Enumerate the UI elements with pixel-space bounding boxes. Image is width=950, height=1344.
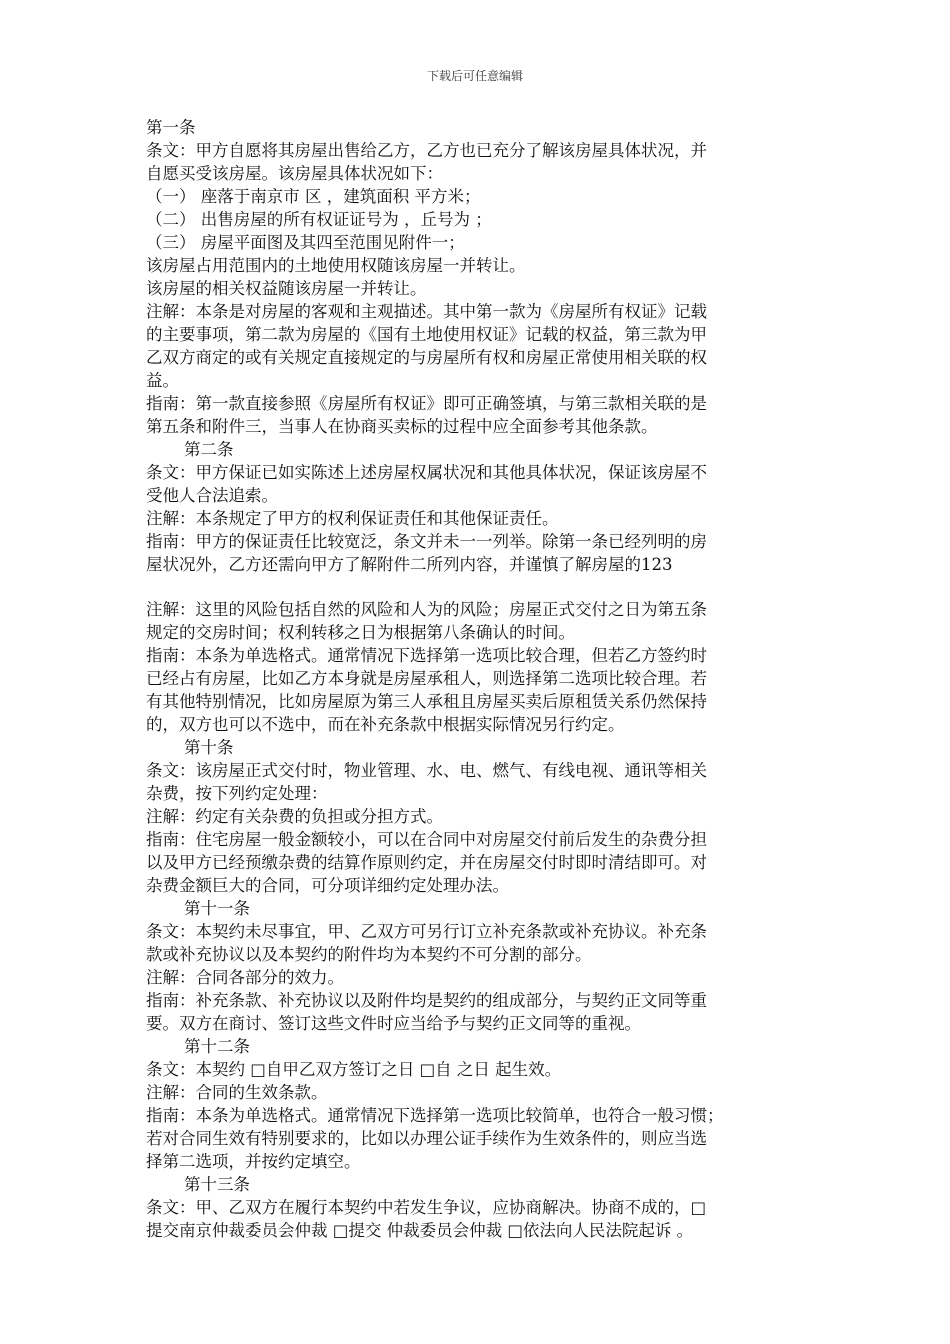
article-heading: 第十三条 bbox=[184, 1175, 250, 1194]
text-line: （三） 房屋平面图及其四至范围见附件一； bbox=[146, 233, 465, 252]
text-line: 指南：第一款直接参照《房屋所有权证》即可正确签填，与第三款相关联的是 bbox=[146, 394, 707, 413]
text-line: 杂费金额巨大的合同，可分项详细约定处理办法。 bbox=[146, 876, 509, 895]
text-line: 注解：本条是对房屋的客观和主观描述。其中第一款为《房屋所有权证》记载 bbox=[146, 302, 707, 321]
text-line: 该房屋占用范围内的土地使用权随该房屋一并转让。 bbox=[146, 256, 526, 275]
text-line: 以及甲方已经预缴杂费的结算作原则约定，并在房屋交付时即时清结即可。对 bbox=[146, 853, 707, 872]
article-heading: 第二条 bbox=[184, 440, 234, 459]
text-line: 条文：甲方保证已如实陈述上述房屋权属状况和其他具体状况，保证该房屋不 bbox=[146, 463, 707, 482]
text-line: 杂费，按下列约定处理： bbox=[146, 784, 328, 803]
text-line: 条文：该房屋正式交付时，物业管理、水、电、燃气、有线电视、通讯等相关 bbox=[146, 761, 707, 780]
text-line: 的，双方也可以不选中，而在补充条款中根据实际情况另行约定。 bbox=[146, 715, 625, 734]
text-line: 规定的交房时间；权利转移之日为根据第八条确认的时间。 bbox=[146, 623, 575, 642]
text-line: 指南：补充条款、补充协议以及附件均是契约的组成部分，与契约正文同等重 bbox=[146, 991, 707, 1010]
text-line: 注解：合同的生效条款。 bbox=[146, 1083, 328, 1102]
text-line: 该房屋的相关权益随该房屋一并转让。 bbox=[146, 279, 427, 298]
text-line: 款或补充协议以及本契约的附件均为本契约不可分割的部分。 bbox=[146, 945, 592, 964]
text-line: 条文：本契约 □自甲乙双方签订之日 □自 之日 起生效。 bbox=[146, 1060, 562, 1079]
text-line: 提交南京仲裁委员会仲裁 □提交 仲裁委员会仲裁 □依法向人民法院起诉 。 bbox=[146, 1221, 694, 1240]
text-line: 若对合同生效有特别要求的，比如以办理公证手续作为生效条件的，则应当选 bbox=[146, 1129, 707, 1148]
text-line: 已经占有房屋，比如乙方本身就是房屋承租人，则选择第二选项比较合理。若 bbox=[146, 669, 707, 688]
page-header: 下载后可任意编辑 bbox=[426, 69, 523, 83]
text-line: 指南：本条为单选格式。通常情况下选择第一选项比较简单，也符合一般习惯； bbox=[146, 1106, 724, 1125]
article-heading: 第十条 bbox=[184, 738, 234, 757]
text-line: 指南：住宅房屋一般金额较小，可以在合同中对房屋交付前后发生的杂费分担 bbox=[146, 830, 707, 849]
text-line: 要。双方在商讨、签订这些文件时应当给予与契约正文同等的重视。 bbox=[146, 1014, 641, 1033]
text-line: 屋状况外，乙方还需向甲方了解附件二所列内容，并谨慎了解房屋的123 bbox=[146, 555, 673, 574]
text-line: 受他人合法追索。 bbox=[146, 486, 278, 505]
text-line: 注解：这里的风险包括自然的风险和人为的风险；房屋正式交付之日为第五条 bbox=[146, 600, 707, 619]
text-line: 有其他特别情况，比如房屋原为第三人承租且房屋买卖后原租赁关系仍然保持 bbox=[146, 692, 707, 711]
article-heading: 第一条 bbox=[146, 118, 196, 137]
text-line: 指南：本条为单选格式。通常情况下选择第一选项比较合理，但若乙方签约时 bbox=[146, 646, 707, 665]
text-line: 条文：本契约未尽事宜，甲、乙双方可另行订立补充条款或补充协议。补充条 bbox=[146, 922, 707, 941]
text-line: 自愿买受该房屋。该房屋具体状况如下： bbox=[146, 164, 443, 183]
text-line: （二） 出售房屋的所有权证证号为 ，丘号为 ； bbox=[146, 210, 492, 229]
text-line: 择第二选项，并按约定填空。 bbox=[146, 1152, 361, 1171]
article-heading: 第十一条 bbox=[184, 899, 250, 918]
text-line: 条文：甲、乙双方在履行本契约中若发生争议，应协商解决。协商不成的，□ bbox=[146, 1198, 707, 1217]
article-heading: 第十二条 bbox=[184, 1037, 250, 1056]
text-line: 注解：本条规定了甲方的权利保证责任和其他保证责任。 bbox=[146, 509, 559, 528]
text-line: 的主要事项，第二款为房屋的《国有土地使用权证》记载的权益，第三款为甲 bbox=[146, 325, 707, 344]
text-line: 注解：合同各部分的效力。 bbox=[146, 968, 344, 987]
text-line: 第五条和附件三，当事人在协商买卖标的过程中应全面参考其他条款。 bbox=[146, 417, 658, 436]
text-line: 注解：约定有关杂费的负担或分担方式。 bbox=[146, 807, 443, 826]
text-line: 指南：甲方的保证责任比较宽泛，条文并未一一列举。除第一条已经列明的房 bbox=[146, 532, 707, 551]
text-line: 益。 bbox=[146, 371, 179, 390]
text-line: 乙双方商定的或有关规定直接规定的与房屋所有权和房屋正常使用相关联的权 bbox=[146, 348, 707, 367]
text-block-lower bbox=[146, 598, 806, 1242]
text-line: （一） 座落于南京市 区 ，建筑面积 平方米； bbox=[146, 187, 481, 206]
text-block-upper bbox=[146, 116, 806, 576]
text-line: 条文：甲方自愿将其房屋出售给乙方，乙方也已充分了解该房屋具体状况，并 bbox=[146, 141, 707, 160]
